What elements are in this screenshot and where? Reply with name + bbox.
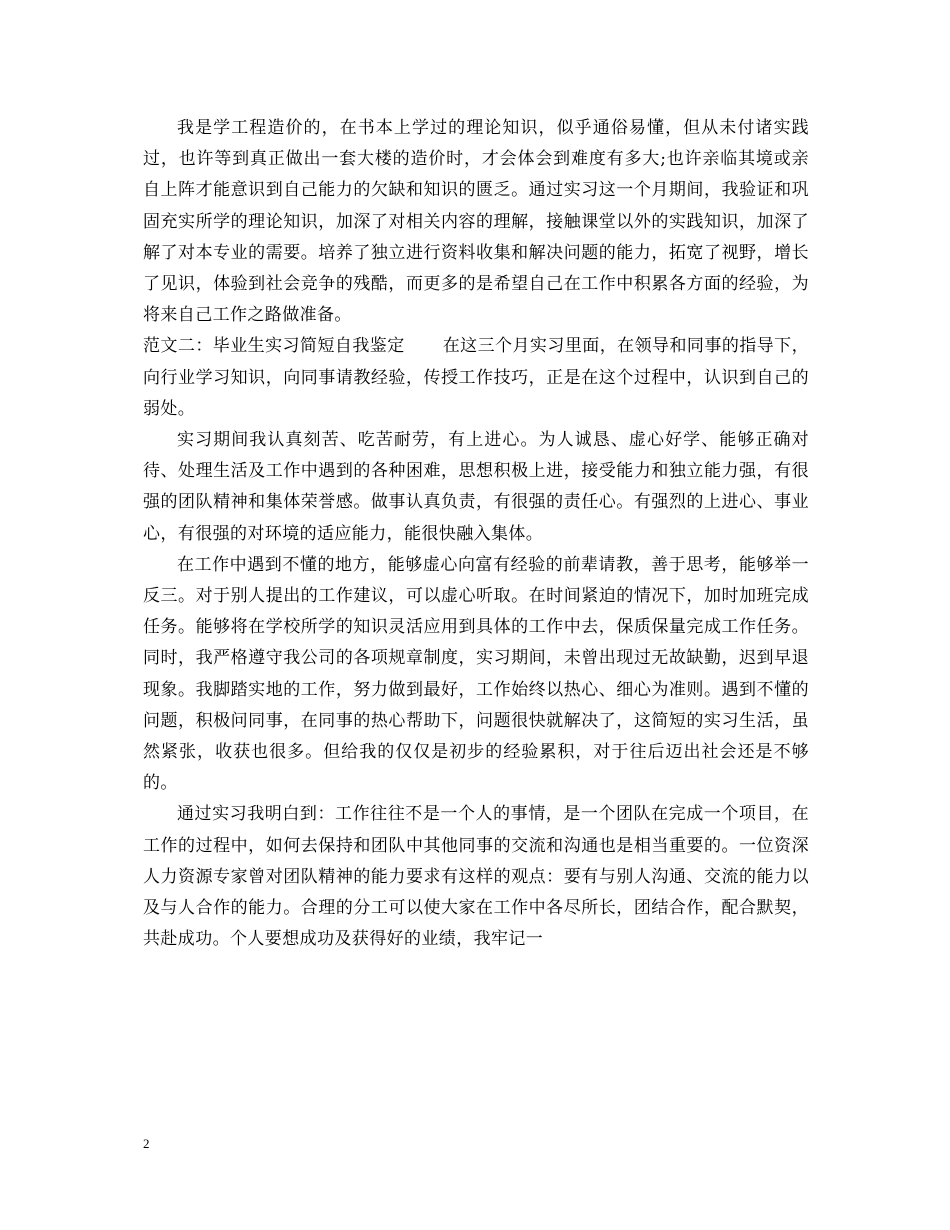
section-text: 在这三个月实习里面，在领导和同事的指导下，向行业学习知识，向同事请教经验，传授工作技巧，正是在这个过程中，认识到自己的弱处。: [143, 336, 810, 419]
section-heading: 范文二：毕业生实习简短自我鉴定: [143, 336, 405, 357]
paragraph: 我是学工程造价的，在书本上学过的理论知识，似乎通俗易懂，但从未付诸实践过，也许等到真正做出一套大楼的造价时，才会体会到难度有多大;也许亲临其境或亲自上阵才能意识到自己能力的欠缺和知识的匮乏。通过实习这一个月期间，我验证和巩固充实所学的理论知识，加深了对相关内容的理解，接触课堂以外的实践知识，加深了解了对本专业的需要。培养了独立进行资料收集和解决问题的能力，拓宽了视野，增长了见识，体验到社会竞争的残酷，而更多的是希望自己在工作中积累各方面的经验，为将来自己工作之路做准备。: [143, 118, 809, 326]
page-number: 2: [143, 1136, 150, 1151]
document-body: [143, 113, 809, 955]
paragraph: 实习期间我认真刻苦、吃苦耐劳，有上进心。为人诚恳、虚心好学、能够正确对待、处理生活及工作中遇到的各种困难，思想积极上进，接受能力和独立能力强，有很强的团队精神和集体荣誉感。做事认真负责，有很强的责任心。有强烈的上进心、事业心，有很强的对环境的适应能力，能很快融入集体。: [143, 430, 809, 544]
paragraph: 在工作中遇到不懂的地方，能够虚心向富有经验的前辈请教，善于思考，能够举一反三。对于别人提出的工作建议，可以虚心听取。在时间紧迫的情况下，加时加班完成任务。能够将在学校所学的知识灵活应用到具体的工作中去，保质保量完成工作任务。同时，我严格遵守我公司的各项规章制度，实习期间，未曾出现过无故缺勤，迟到早退现象。我脚踏实地的工作，努力做到最好，工作始终以热心、细心为准则。遇到不懂的问题，积极问同事，在同事的热心帮助下，问题很快就解决了，这简短的实习生活，虽然紧张，收获也很多。但给我的仅仅是初步的经验累积，对于往后迈出社会还是不够的。: [143, 554, 809, 794]
section-two-paragraph: [143, 331, 809, 425]
paragraph: 通过实习我明白到：工作往往不是一个人的事情，是一个团队在完成一个项目，在工作的过程中，如何去保持和团队中其他同事的交流和沟通也是相当重要的。一位资深人力资源专家曾对团队精神的能力要求有这样的观点：要有与别人沟通、交流的能力以及与人合作的能力。合理的分工可以使大家在工作中各尽所长，团结合作，配合默契，共赴成功。个人要想成功及获得好的业绩，我牢记一: [143, 804, 809, 950]
